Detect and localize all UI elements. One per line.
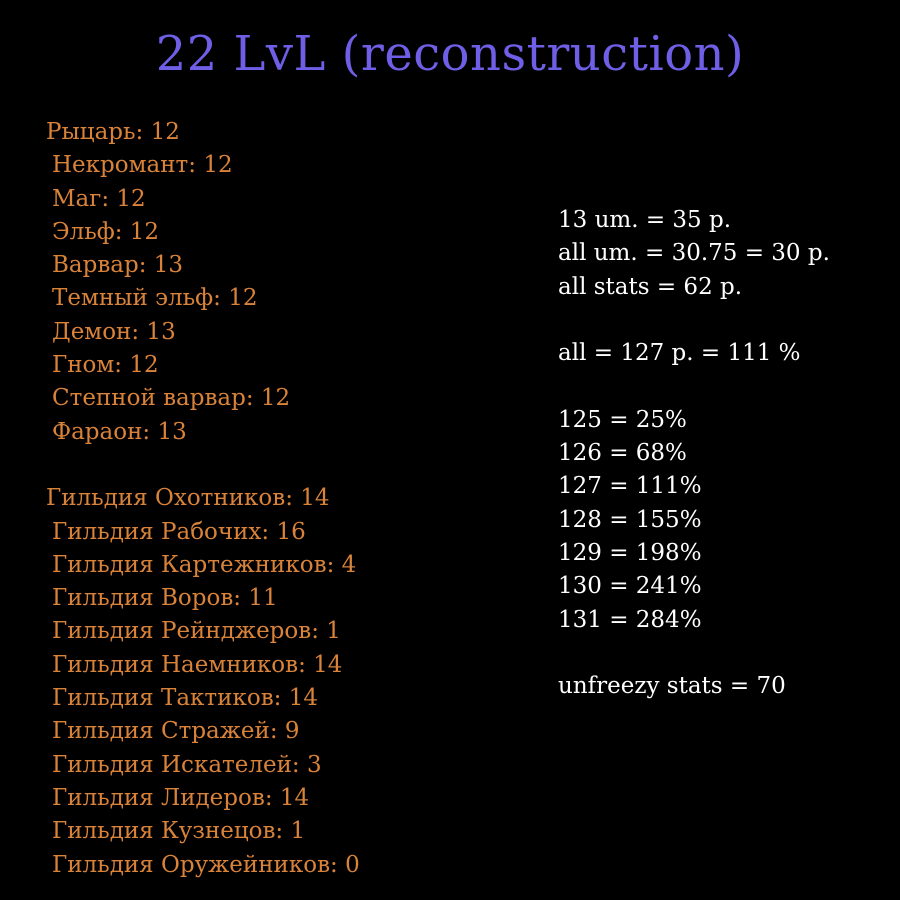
guild-item: Гильдия Лидеров: 14 [52, 784, 310, 811]
guild-item: Гильдия Оружейников: 0 [52, 851, 360, 878]
faction-item: Маг: 12 [52, 185, 146, 212]
percent-row: 130 = 241% [558, 573, 702, 600]
guild-item: Гильдия Охотников: 14 [46, 485, 330, 512]
stat-total: all = 127 p. = 111 % [558, 340, 801, 367]
faction-item: Фараон: 13 [52, 418, 187, 445]
guild-item: Гильдия Воров: 11 [52, 585, 278, 612]
stat-stats-all: all stats = 62 p. [558, 273, 743, 300]
spacer [558, 304, 888, 337]
faction-item: Гном: 12 [52, 352, 159, 379]
faction-item: Демон: 13 [52, 318, 176, 345]
faction-item: Варвар: 13 [52, 252, 184, 279]
stat-skills-13: 13 um. = 35 p. [558, 207, 732, 233]
spacer [558, 370, 888, 403]
guild-item: Гильдия Рабочих: 16 [52, 518, 306, 545]
guild-item: Гильдия Тактиков: 14 [52, 685, 318, 712]
guild-list [46, 482, 526, 882]
guild-item: Гильдия Стражей: 9 [52, 718, 300, 745]
faction-item: Некромант: 12 [52, 152, 233, 179]
guild-item: Гильдия Кузнецов: 1 [52, 818, 306, 845]
left-column [46, 116, 526, 882]
spacer [558, 637, 888, 670]
percent-row: 125 = 25% [558, 406, 687, 433]
faction-item: Эльф: 12 [52, 218, 160, 245]
guild-item: Гильдия Наемников: 14 [52, 651, 343, 678]
percent-row: 129 = 198% [558, 539, 702, 566]
faction-item: Рыцарь: 12 [46, 119, 180, 145]
guild-item: Гильдия Рейнджеров: 1 [52, 618, 341, 645]
stat-unfreezy: unfreezy stats = 70 [558, 673, 786, 700]
spacer [46, 449, 526, 482]
page-title: 22 LvL (reconstruction) [155, 26, 745, 82]
guild-item: Гильдия Картежников: 4 [52, 551, 357, 578]
faction-list [46, 116, 526, 449]
faction-item: Темный эльф: 12 [52, 285, 258, 312]
percent-row: 126 = 68% [558, 440, 687, 467]
percent-row: 128 = 155% [558, 506, 702, 533]
right-column [558, 204, 888, 703]
guild-item: Гильдия Искателей: 3 [52, 751, 322, 778]
percent-row: 127 = 111% [558, 473, 702, 500]
faction-item: Степной варвар: 12 [52, 385, 291, 412]
percent-row: 131 = 284% [558, 606, 702, 633]
stat-skills-all: all um. = 30.75 = 30 p. [558, 240, 830, 267]
